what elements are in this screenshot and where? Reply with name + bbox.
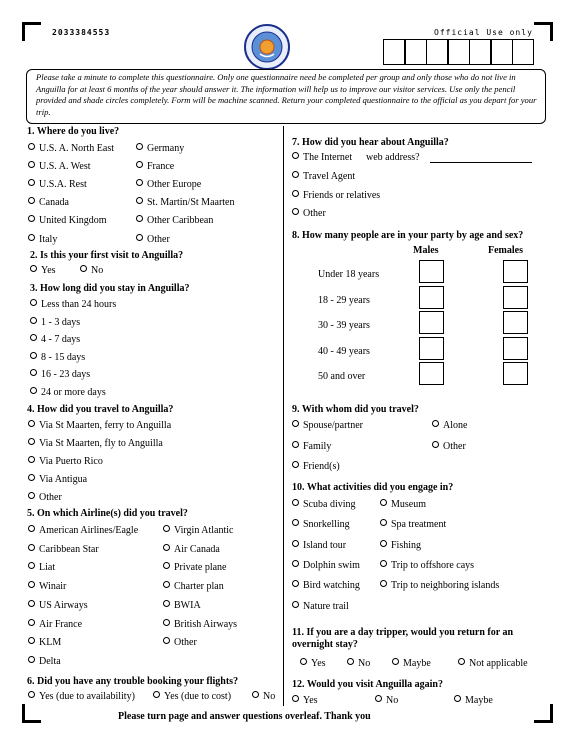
q8-females-box[interactable] xyxy=(503,337,528,360)
radio-circle-icon[interactable] xyxy=(28,474,35,481)
q5-option-7[interactable] xyxy=(163,581,224,593)
q1-option-8[interactable] xyxy=(28,215,107,227)
option-label: Air Canada xyxy=(174,543,220,555)
q1-option-10[interactable] xyxy=(28,234,57,246)
q8-males-box[interactable] xyxy=(419,260,444,283)
q11-option-1[interactable] xyxy=(347,658,370,670)
option-label: Italy xyxy=(39,233,58,245)
q8-males-box[interactable] xyxy=(419,362,444,385)
option-label: Yes xyxy=(41,265,56,276)
q10-option-2[interactable] xyxy=(292,519,350,531)
option-label: Island tour xyxy=(303,539,347,551)
option-label: Yes xyxy=(311,658,326,669)
q4-title: 4. How did you travel to Anguilla? xyxy=(27,404,174,415)
radio-circle-icon[interactable] xyxy=(136,143,143,150)
option-label: KLM xyxy=(39,637,62,649)
q10-option-6[interactable] xyxy=(292,560,360,572)
radio-circle-icon[interactable] xyxy=(28,161,35,168)
q8-females-box[interactable] xyxy=(503,286,528,309)
q10-title: 10. What activities did you engage in? xyxy=(292,482,454,493)
option-label: 4 - 7 days xyxy=(41,334,81,345)
radio-circle-icon[interactable] xyxy=(380,580,387,587)
radio-circle-icon[interactable] xyxy=(292,540,299,547)
radio-circle-icon[interactable] xyxy=(28,581,35,588)
corner-mark-bottom-left xyxy=(22,704,41,723)
q1-title: 1. Where do you live? xyxy=(27,126,120,137)
option-label: Trip to neighboring islands xyxy=(391,580,500,592)
q8-males-box[interactable] xyxy=(419,337,444,360)
radio-circle-icon[interactable] xyxy=(30,387,37,394)
option-label: Trip to offshore cays xyxy=(391,559,475,571)
radio-circle-icon[interactable] xyxy=(347,658,354,665)
q11-option-0[interactable] xyxy=(300,658,326,670)
option-label: Spa treatment xyxy=(391,519,447,531)
radio-circle-icon[interactable] xyxy=(28,456,35,463)
option-label: US Airways xyxy=(39,599,88,611)
option-label: Friend(s) xyxy=(303,461,340,472)
radio-circle-icon[interactable] xyxy=(380,560,387,567)
q5-option-12[interactable] xyxy=(28,637,61,649)
q8-females-box[interactable] xyxy=(503,362,528,385)
q6-option-2[interactable] xyxy=(252,691,275,703)
q7-option-2[interactable] xyxy=(292,190,380,202)
radio-circle-icon[interactable] xyxy=(28,619,35,626)
radio-circle-icon[interactable] xyxy=(28,438,35,445)
q3-option-5[interactable] xyxy=(30,387,106,399)
option-label: France xyxy=(147,161,175,173)
q5-option-13[interactable] xyxy=(163,637,197,649)
radio-circle-icon[interactable] xyxy=(136,197,143,204)
option-label: Alone xyxy=(443,420,468,431)
option-label: U.S. A. North East xyxy=(39,143,114,154)
q12-title: 12. Would you visit Anguilla again? xyxy=(292,679,443,690)
radio-circle-icon[interactable] xyxy=(163,544,170,551)
radio-circle-icon[interactable] xyxy=(30,265,37,272)
radio-circle-icon[interactable] xyxy=(292,695,299,702)
q7-option-0[interactable] xyxy=(292,152,352,164)
option-label: Snorkelling xyxy=(303,519,350,531)
q2-option-1[interactable] xyxy=(80,265,103,277)
q1-option-0[interactable] xyxy=(28,143,114,155)
option-label: 1 - 3 days xyxy=(41,316,81,328)
radio-circle-icon[interactable] xyxy=(380,499,387,506)
q5-option-4[interactable] xyxy=(28,562,55,574)
radio-circle-icon[interactable] xyxy=(292,171,299,178)
option-label: 16 - 23 days xyxy=(41,369,91,380)
radio-circle-icon[interactable] xyxy=(163,525,170,532)
q5-option-6[interactable] xyxy=(28,581,66,593)
radio-circle-icon[interactable] xyxy=(28,179,35,186)
q5-option-9[interactable] xyxy=(163,600,201,612)
q8-age-label: 18 - 29 years xyxy=(318,294,370,306)
option-label: St. Martin/St Maarten xyxy=(147,197,235,209)
official-use-box xyxy=(383,39,405,65)
q5-title: 5. On which Airline(s) did you travel? xyxy=(27,508,188,519)
option-label: BWIA xyxy=(174,599,201,611)
q6-title: 6. Did you have any trouble booking your flights? xyxy=(27,676,239,687)
radio-circle-icon[interactable] xyxy=(30,352,37,359)
radio-circle-icon[interactable] xyxy=(163,600,170,607)
radio-circle-icon[interactable] xyxy=(136,215,143,222)
option-label: American Airlines/Eagle xyxy=(39,525,139,536)
q6-option-1[interactable] xyxy=(153,691,231,703)
radio-circle-icon[interactable] xyxy=(28,656,35,663)
radio-circle-icon[interactable] xyxy=(292,461,299,468)
radio-circle-icon[interactable] xyxy=(292,190,299,197)
q5-option-3[interactable] xyxy=(163,544,220,556)
option-label: Travel Agent xyxy=(303,170,356,182)
radio-circle-icon[interactable] xyxy=(292,420,299,427)
option-label: U.S. A. West xyxy=(39,161,91,173)
radio-circle-icon[interactable] xyxy=(432,420,439,427)
q5-option-2[interactable] xyxy=(28,544,99,556)
corner-mark-bottom-right xyxy=(534,704,553,723)
q3-option-0[interactable] xyxy=(30,299,116,311)
option-label: British Airways xyxy=(174,618,238,630)
q12-option-1[interactable] xyxy=(375,695,398,707)
q8-age-label: Under 18 years xyxy=(318,269,380,280)
option-label: Maybe xyxy=(403,658,431,669)
q4-option-0[interactable] xyxy=(28,420,171,432)
q10-option-7[interactable] xyxy=(380,560,474,572)
option-label: Canada xyxy=(39,197,69,209)
option-label: The Internet xyxy=(303,152,353,163)
radio-circle-icon[interactable] xyxy=(292,601,299,608)
radio-circle-icon[interactable] xyxy=(28,215,35,222)
q8-males-header: Males xyxy=(413,245,439,256)
q7-web-address-label: web address? xyxy=(366,152,420,163)
option-label: Other xyxy=(303,208,326,220)
q10-option-8[interactable] xyxy=(292,580,360,592)
radio-circle-icon[interactable] xyxy=(375,695,382,702)
radio-circle-icon[interactable] xyxy=(380,540,387,547)
option-label: 24 or more days xyxy=(41,386,106,398)
option-label: Delta xyxy=(39,655,61,667)
radio-circle-icon[interactable] xyxy=(30,369,37,376)
official-use-box xyxy=(469,39,491,65)
q9-option-2[interactable] xyxy=(292,441,331,453)
radio-circle-icon[interactable] xyxy=(292,152,299,159)
option-label: Charter plan xyxy=(174,581,224,593)
option-label: Via Puerto Rico xyxy=(39,456,103,467)
q10-option-3[interactable] xyxy=(380,519,446,531)
footer-instruction: Please turn page and answer questions overleaf. Thank you xyxy=(118,711,371,722)
q4-option-1[interactable] xyxy=(28,438,163,450)
option-label: Yes (due to cost) xyxy=(164,691,232,702)
radio-circle-icon[interactable] xyxy=(153,691,160,698)
q10-option-10[interactable] xyxy=(292,601,349,613)
radio-circle-icon[interactable] xyxy=(163,562,170,569)
radio-circle-icon[interactable] xyxy=(292,499,299,506)
radio-circle-icon[interactable] xyxy=(458,658,465,665)
option-label: Germany xyxy=(147,143,185,154)
option-label: No xyxy=(91,265,104,276)
official-use-box xyxy=(512,39,534,65)
radio-circle-icon[interactable] xyxy=(300,658,307,665)
option-label: Private plane xyxy=(174,562,227,574)
q9-option-0[interactable] xyxy=(292,420,363,432)
q10-option-0[interactable] xyxy=(292,499,356,511)
q10-option-4[interactable] xyxy=(292,540,346,552)
column-divider xyxy=(283,126,284,706)
radio-circle-icon[interactable] xyxy=(292,580,299,587)
option-label: Via St Maarten, ferry to Anguilla xyxy=(39,420,172,431)
q1-option-2[interactable] xyxy=(28,161,91,173)
official-use-label: Official Use only xyxy=(434,28,533,37)
q4-option-3[interactable] xyxy=(28,474,87,486)
q1-option-3[interactable] xyxy=(136,161,174,173)
option-label: Dolphin swim xyxy=(303,559,360,571)
q8-age-label: 50 and over xyxy=(318,371,366,382)
option-label: Air France xyxy=(39,618,83,630)
q10-option-9[interactable] xyxy=(380,580,499,592)
radio-circle-icon[interactable] xyxy=(28,600,35,607)
q4-option-4[interactable] xyxy=(28,492,62,504)
radio-circle-icon[interactable] xyxy=(28,544,35,551)
radio-circle-icon[interactable] xyxy=(432,441,439,448)
option-label: Via St Maarten, fly to Anguilla xyxy=(39,438,163,449)
q3-option-3[interactable] xyxy=(30,352,85,364)
q7-web-address-line[interactable] xyxy=(430,162,532,163)
q5-option-8[interactable] xyxy=(28,600,88,612)
official-use-box xyxy=(491,39,513,65)
q9-option-3[interactable] xyxy=(432,441,466,453)
q5-option-10[interactable] xyxy=(28,619,82,631)
radio-circle-icon[interactable] xyxy=(163,581,170,588)
q1-option-1[interactable] xyxy=(136,143,184,155)
q7-option-3[interactable] xyxy=(292,208,326,220)
q1-option-5[interactable] xyxy=(136,179,201,191)
option-label: No xyxy=(358,658,371,669)
q11-option-2[interactable] xyxy=(392,658,431,670)
q1-option-4[interactable] xyxy=(28,179,87,191)
radio-circle-icon[interactable] xyxy=(28,492,35,499)
radio-circle-icon[interactable] xyxy=(28,691,35,698)
corner-mark-top-left xyxy=(22,22,41,41)
radio-circle-icon[interactable] xyxy=(252,691,259,698)
option-label: 8 - 15 days xyxy=(41,351,86,363)
radio-circle-icon[interactable] xyxy=(136,234,143,241)
q9-option-1[interactable] xyxy=(432,420,467,432)
option-label: Other Europe xyxy=(147,179,202,191)
q3-title: 3. How long did you stay in Anguilla? xyxy=(30,283,190,294)
option-label: Family xyxy=(303,441,332,452)
official-use-box xyxy=(426,39,448,65)
q3-option-4[interactable] xyxy=(30,369,90,381)
option-label: Yes (due to availability) xyxy=(39,691,135,702)
q3-option-1[interactable] xyxy=(30,317,80,329)
q8-title: 8. How many people are in your party by age and sex? xyxy=(292,230,524,241)
q8-age-label: 40 - 49 years xyxy=(318,345,370,357)
radio-circle-icon[interactable] xyxy=(292,208,299,215)
option-label: Caribbean Star xyxy=(39,543,99,555)
radio-circle-icon[interactable] xyxy=(392,658,399,665)
q7-option-1[interactable] xyxy=(292,171,355,183)
q1-option-9[interactable] xyxy=(136,215,213,227)
corner-mark-top-right xyxy=(534,22,553,41)
q6-option-0[interactable] xyxy=(28,691,135,703)
radio-circle-icon[interactable] xyxy=(163,619,170,626)
option-label: Liat xyxy=(39,562,56,574)
radio-circle-icon[interactable] xyxy=(454,695,461,702)
option-label: Nature trail xyxy=(303,600,349,612)
q8-females-box[interactable] xyxy=(503,311,528,334)
q5-option-14[interactable] xyxy=(28,656,61,668)
option-label: Less than 24 hours xyxy=(41,299,117,310)
q5-option-11[interactable] xyxy=(163,619,237,631)
option-label: Bird watching xyxy=(303,580,360,592)
radio-circle-icon[interactable] xyxy=(28,143,35,150)
option-label: Virgin Atlantic xyxy=(174,525,234,536)
option-label: Museum xyxy=(391,499,426,510)
radio-circle-icon[interactable] xyxy=(292,519,299,526)
option-label: Other Caribbean xyxy=(147,215,214,227)
radio-circle-icon[interactable] xyxy=(28,234,35,241)
q1-option-6[interactable] xyxy=(28,197,69,209)
q10-option-5[interactable] xyxy=(380,540,421,552)
radio-circle-icon[interactable] xyxy=(292,560,299,567)
option-label: No xyxy=(263,691,276,702)
radio-circle-icon[interactable] xyxy=(30,299,37,306)
radio-circle-icon[interactable] xyxy=(28,420,35,427)
q9-option-4[interactable] xyxy=(292,461,340,473)
option-label: Spouse/partner xyxy=(303,420,363,431)
option-label: No xyxy=(386,695,399,706)
option-label: Winair xyxy=(39,581,67,593)
option-label: Maybe xyxy=(465,695,493,706)
option-label: Fishing xyxy=(391,539,422,551)
q8-females-header: Females xyxy=(488,245,523,256)
option-label: United Kingdom xyxy=(39,215,107,227)
radio-circle-icon[interactable] xyxy=(136,179,143,186)
option-label: Other xyxy=(39,492,62,503)
radio-circle-icon[interactable] xyxy=(136,161,143,168)
option-label: Scuba diving xyxy=(303,499,356,510)
q10-option-1[interactable] xyxy=(380,499,426,511)
radio-circle-icon[interactable] xyxy=(292,441,299,448)
q8-males-box[interactable] xyxy=(419,286,444,309)
q8-females-box[interactable] xyxy=(503,260,528,283)
radio-circle-icon[interactable] xyxy=(30,334,37,341)
radio-circle-icon[interactable] xyxy=(28,637,35,644)
q4-option-2[interactable] xyxy=(28,456,103,468)
q2-option-0[interactable] xyxy=(30,265,56,277)
radio-circle-icon[interactable] xyxy=(30,317,37,324)
q11-option-3[interactable] xyxy=(458,658,528,670)
radio-circle-icon[interactable] xyxy=(163,637,170,644)
q5-option-1[interactable] xyxy=(163,525,234,537)
option-label: U.S.A. Rest xyxy=(39,179,87,191)
q2-title: 2. Is this your first visit to Anguilla? xyxy=(30,250,184,261)
option-label: Other xyxy=(147,233,170,245)
radio-circle-icon[interactable] xyxy=(380,519,387,526)
q3-option-2[interactable] xyxy=(30,334,80,346)
q7-title: 7. How did you hear about Anguilla? xyxy=(292,137,449,148)
option-label: Not applicable xyxy=(469,658,528,669)
official-use-box xyxy=(405,39,427,65)
option-label: Other xyxy=(174,637,197,649)
q1-option-11[interactable] xyxy=(136,234,170,246)
q5-option-5[interactable] xyxy=(163,562,226,574)
anguilla-seal xyxy=(243,23,291,71)
option-label: Other xyxy=(443,441,466,452)
radio-circle-icon[interactable] xyxy=(28,525,35,532)
q12-option-0[interactable] xyxy=(292,695,318,707)
q1-option-7[interactable] xyxy=(136,197,235,209)
official-use-box xyxy=(448,39,470,65)
q12-option-2[interactable] xyxy=(454,695,493,707)
q8-age-label: 30 - 39 years xyxy=(318,320,370,331)
q9-title: 9. With whom did you travel? xyxy=(292,404,419,415)
radio-circle-icon[interactable] xyxy=(28,562,35,569)
option-label: Yes xyxy=(303,695,318,706)
option-label: Friends or relatives xyxy=(303,189,381,201)
q5-option-0[interactable] xyxy=(28,525,138,537)
option-label: Via Antigua xyxy=(39,474,88,485)
intro-text: Please take a minute to complete this questionnaire. Only one questionnaire need be completed per group and only those who do not live in Anguilla for at least 6 months of the year should answer it. The information will help us to improve our visitor services. Use only the pencil provided and shade circles completely. Form will be machine scanned. Return your completed questionnaire to the official as you depart for your trip. xyxy=(36,72,537,117)
q11-title: 11. If you are a day tripper, would you return for an overnight stay? xyxy=(292,627,514,650)
radio-circle-icon[interactable] xyxy=(28,197,35,204)
serial-number: 2033384553 xyxy=(52,28,111,37)
radio-circle-icon[interactable] xyxy=(80,265,87,272)
q8-males-box[interactable] xyxy=(419,311,444,334)
